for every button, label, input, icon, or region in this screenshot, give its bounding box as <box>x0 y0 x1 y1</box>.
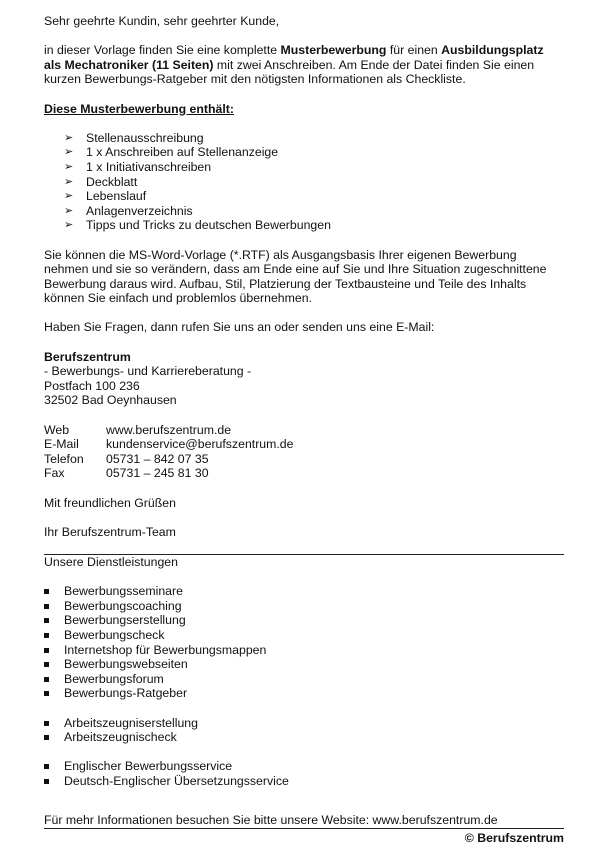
city: 32502 Bad Oeynhausen <box>44 393 177 408</box>
intro-bold-2: Ausbildungsplatz als Mechatroniker (11 Seiten) <box>44 43 544 72</box>
contact-label: Telefon <box>44 451 84 466</box>
footer-divider <box>44 828 564 829</box>
contact-row <box>44 423 293 438</box>
square-bullet-icon <box>44 633 49 638</box>
list-item: Internetshop für Bewerbungsmappen <box>44 643 564 658</box>
square-bullet-icon <box>44 721 49 726</box>
square-bullet-icon <box>44 764 49 769</box>
website-link[interactable]: www.berufszentrum.de <box>106 422 232 437</box>
list-item: ➢ Anlagenverzeichnis <box>64 203 193 218</box>
company-subtitle: - Bewerbungs- und Karriereberatung - <box>44 364 252 379</box>
square-bullet-icon <box>44 662 49 667</box>
services-heading: Unsere Dienstleistungen <box>44 554 178 569</box>
square-bullet-icon <box>44 618 49 623</box>
copyright: © Berufszentrum <box>464 831 564 845</box>
list-item: Bewerbungscoaching <box>44 599 564 614</box>
list-item: ➢ 1 x Anschreiben auf Stellenanzeige <box>64 145 279 160</box>
list-item: ➢ Deckblatt <box>64 174 138 189</box>
contact-row <box>44 452 293 467</box>
email-link[interactable]: kundenservice@berufszentrum.de <box>106 437 294 452</box>
questions-paragraph: Haben Sie Fragen, dann rufen Sie uns an oder senden uns eine E-Mail: <box>44 320 435 335</box>
list-item: Bewerbungswebseiten <box>44 657 564 672</box>
arrow-bullet-icon: ➢ <box>64 146 74 159</box>
list-item: Arbeitszeugniserstellung <box>44 716 564 731</box>
intro-paragraph <box>44 43 564 87</box>
contact-row <box>44 437 293 452</box>
list-item: Bewerbungscheck <box>44 628 564 643</box>
list-item: Arbeitszeugnischeck <box>44 730 564 745</box>
list-item: Bewerbungsseminare <box>44 584 564 599</box>
list-item: Bewerbungs-Ratgeber <box>44 686 564 701</box>
usage-paragraph: Sie können die MS-Word-Vorlage (*.RTF) als Ausgangsbasis Ihrer eigenen Bewerbung nehmen und sie so verändern, dass am Ende eine auf Sie und Ihre Situation zugeschnittene Bewerbung daraus wird. Aufbau, Stil, Platzierung der Textbausteine und Teile des Inhalts können Sie einfach und problemlos übernehmen. <box>44 247 547 306</box>
contact-label: E-Mail <box>44 437 79 452</box>
signature: Ihr Berufszentrum-Team <box>44 524 176 539</box>
list-item: Deutsch-Englischer Übersetzungsservice <box>44 774 564 789</box>
services-list <box>44 584 564 701</box>
intro-text-3: mit zwei Anschreiben. Am Ende der Datei finden Sie einen kurzen Bewerbungs-Ratgeber mit den nötigsten Informationen als Checkliste. <box>44 57 535 87</box>
list-item: ➢ Tipps und Tricks zu deutschen Bewerbungen <box>64 218 331 233</box>
services-list-english <box>44 759 564 788</box>
square-bullet-icon <box>44 779 49 784</box>
arrow-bullet-icon: ➢ <box>64 175 74 188</box>
list-item: Englischer Bewerbungsservice <box>44 759 564 774</box>
square-bullet-icon <box>44 677 49 682</box>
square-bullet-icon <box>44 589 49 594</box>
square-bullet-icon <box>44 648 49 653</box>
square-bullet-icon <box>44 735 49 740</box>
closing: Mit freundlichen Grüßen <box>44 495 176 510</box>
footer-text: Für mehr Informationen besuchen Sie bitte unsere Website: www.berufszentrum.de <box>44 813 498 827</box>
list-item: ➢ Stellenausschreibung <box>64 130 204 145</box>
arrow-bullet-icon: ➢ <box>64 160 74 173</box>
contact-row <box>44 466 293 481</box>
square-bullet-icon <box>44 604 49 609</box>
contact-table <box>44 423 293 481</box>
arrow-bullet-icon: ➢ <box>64 204 74 217</box>
phone-number: 05731 – 842 07 35 <box>106 451 209 466</box>
contact-label: Web <box>44 422 70 437</box>
intro-bold-1: Musterbewerbung <box>280 43 387 58</box>
square-bullet-icon <box>44 691 49 696</box>
greeting: Sehr geehrte Kundin, sehr geehrter Kunde, <box>44 14 280 28</box>
fax-number: 05731 – 245 81 30 <box>106 466 209 481</box>
arrow-bullet-icon: ➢ <box>64 131 74 144</box>
intro-text-2: für einen <box>386 43 442 58</box>
list-item: Bewerbungserstellung <box>44 613 564 628</box>
company-name: Berufszentrum <box>44 349 131 364</box>
contents-list <box>44 131 564 233</box>
postfach: Postfach 100 236 <box>44 378 140 393</box>
list-item: Bewerbungsforum <box>44 672 564 687</box>
services-list-zeugnis <box>44 716 564 745</box>
contact-label: Fax <box>44 466 65 481</box>
arrow-bullet-icon: ➢ <box>64 190 74 203</box>
intro-text-1: in dieser Vorlage finden Sie eine komplette <box>44 43 281 58</box>
arrow-bullet-icon: ➢ <box>64 219 74 232</box>
list-item: ➢ Lebenslauf <box>64 189 147 204</box>
contents-heading: Diese Musterbewerbung enthält: <box>44 101 234 116</box>
document-body <box>44 14 564 788</box>
list-item: ➢ 1 x Initiativanschreiben <box>64 159 212 174</box>
footer <box>44 813 564 829</box>
